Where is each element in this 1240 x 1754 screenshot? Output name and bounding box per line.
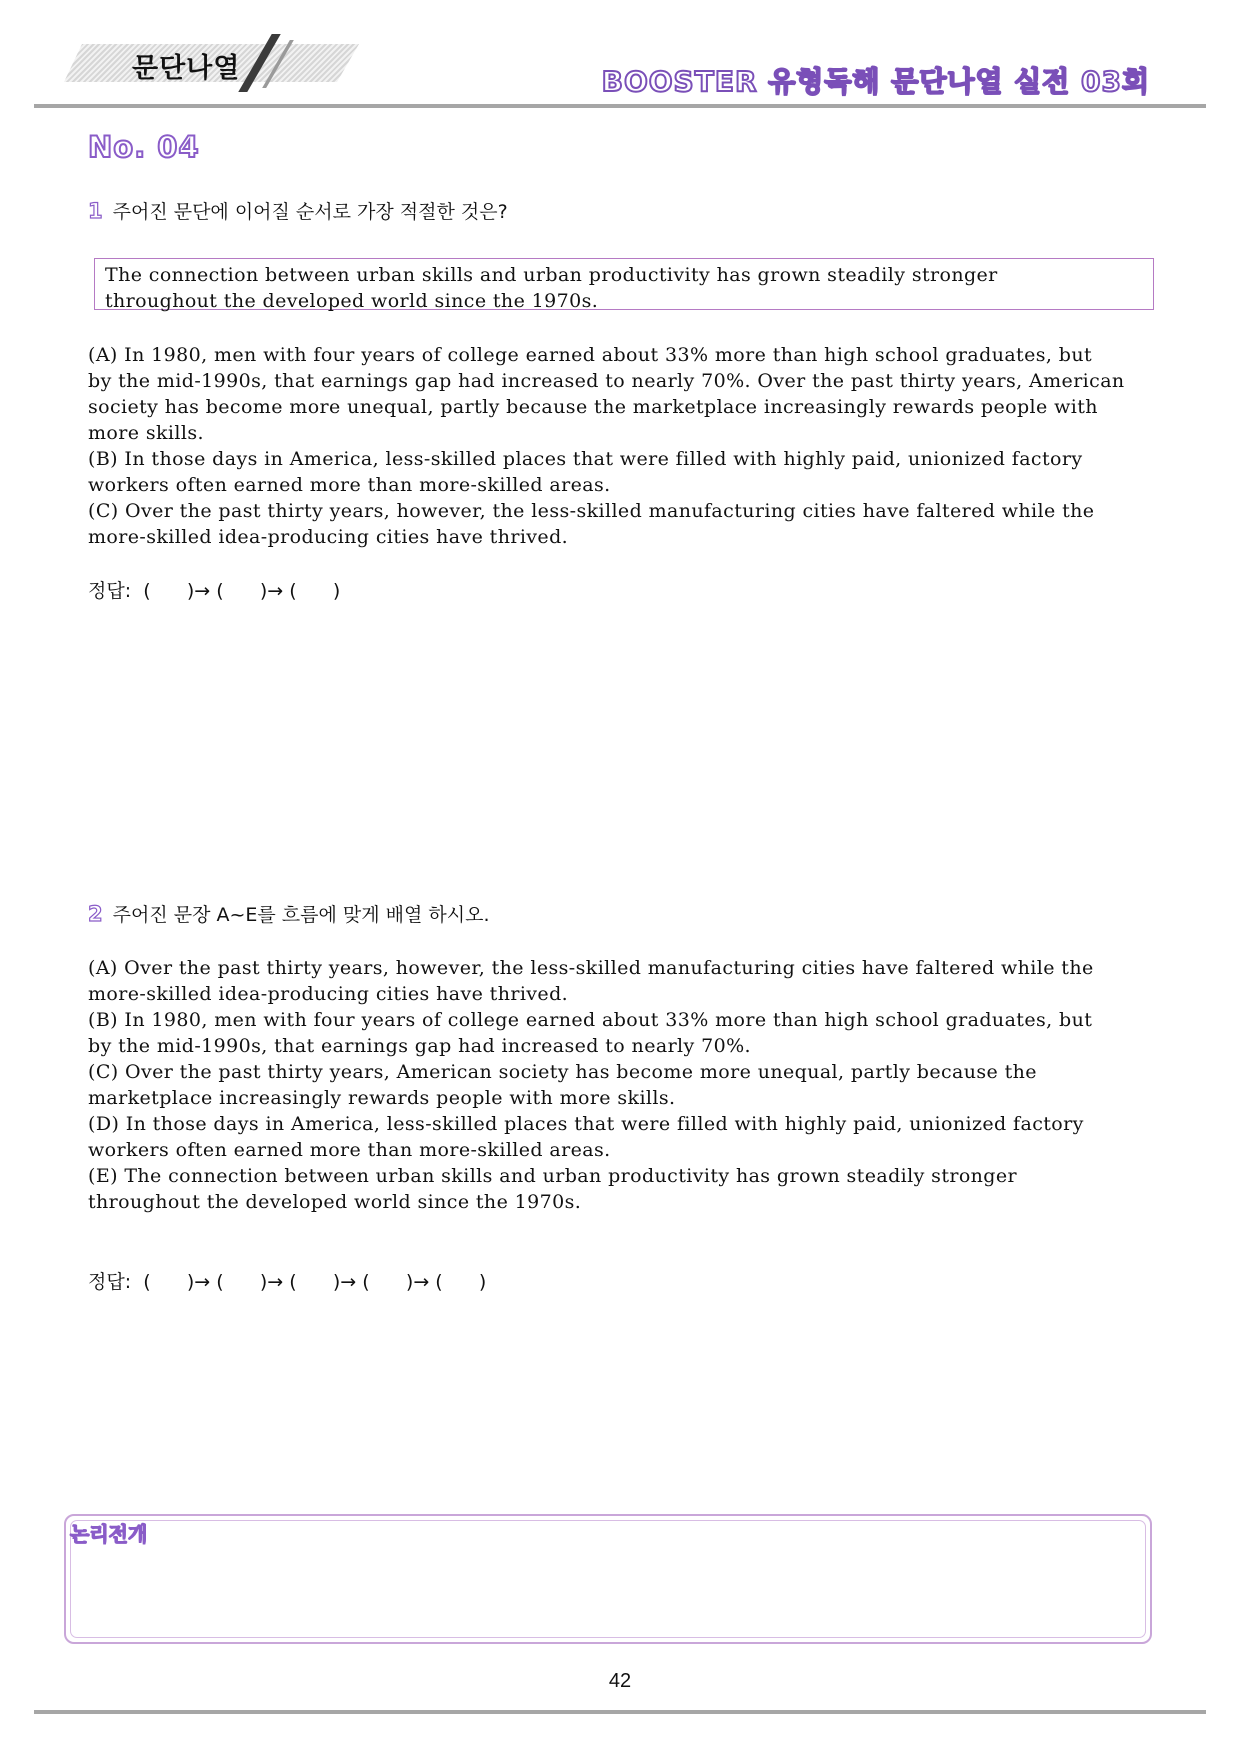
problem-number: No. 04: [88, 130, 200, 164]
paragraph-c: (C) Over the past thirty years, however, the less-skilled manufacturing cities have faltered while the more-skilled idea-producing cities have thrived.: [88, 500, 1095, 548]
question-1-prompt-line: [88, 197, 508, 224]
question-2-prompt-line: [88, 900, 490, 927]
logic-notes-box[interactable]: [64, 1514, 1152, 1644]
sentence-b: (B) In 1980, men with four years of college earned about 33% more than high school graduates, but by the mid-1990s, that earnings gap had increased to nearly 70%.: [88, 1009, 1093, 1057]
sentence-d: (D) In those days in America, less-skilled places that were filled with highly paid, unionized factory workers often earned more than more-skilled areas.: [88, 1113, 1084, 1161]
series-title: BOOSTER 유형독해 문단나열 실전 03회: [601, 65, 1150, 98]
question-2-number: 2: [88, 902, 103, 926]
header-rule: [34, 104, 1206, 108]
given-paragraph-box: [94, 258, 1154, 310]
question-1-prompt: 주어진 문단에 이어질 순서로 가장 적절한 것은?: [112, 201, 508, 223]
question-1-number: 1: [88, 199, 103, 223]
section-label: 문단나열: [132, 53, 241, 84]
question-2-answer-line: 정답: ( )→ ( )→ ( )→ ( )→ ( ): [88, 1271, 487, 1293]
sentence-e: (E) The connection between urban skills and urban productivity has grown steadily stronger throughout the developed world since the 1970s.: [88, 1165, 1017, 1213]
logic-notes-label: 논리전개: [70, 1522, 148, 1546]
paragraph-a: (A) In 1980, men with four years of college earned about 33% more than high school graduates, but by the mid-1990s, that earnings gap had increased to nearly 70%. Over the past thirty years, American society has become more unequal, partly because the marketplace increasingly rewards people with more skills.: [88, 344, 1125, 444]
page-number: 42: [608, 1670, 632, 1692]
paragraph-b: (B) In those days in America, less-skilled places that were filled with highly paid, unionized factory workers often earned more than more-skilled areas.: [88, 448, 1083, 496]
footer-rule: [34, 1710, 1206, 1714]
logic-notes-inner-border: [70, 1520, 1146, 1638]
sentence-a: (A) Over the past thirty years, however, the less-skilled manufacturing cities have faltered while the more-skilled idea-producing cities have thrived.: [88, 957, 1094, 1005]
given-paragraph: The connection between urban skills and urban productivity has grown steadily stronger throughout the developed world since the 1970s.: [105, 264, 998, 312]
sentence-c: (C) Over the past thirty years, American society has become more unequal, partly because the marketplace increasingly rewards people with more skills.: [88, 1061, 1037, 1109]
question-2-prompt: 주어진 문장 A~E를 흐름에 맞게 배열 하시오.: [112, 904, 490, 926]
question-1-answer-line: 정답: ( )→ ( )→ ( ): [88, 580, 341, 602]
